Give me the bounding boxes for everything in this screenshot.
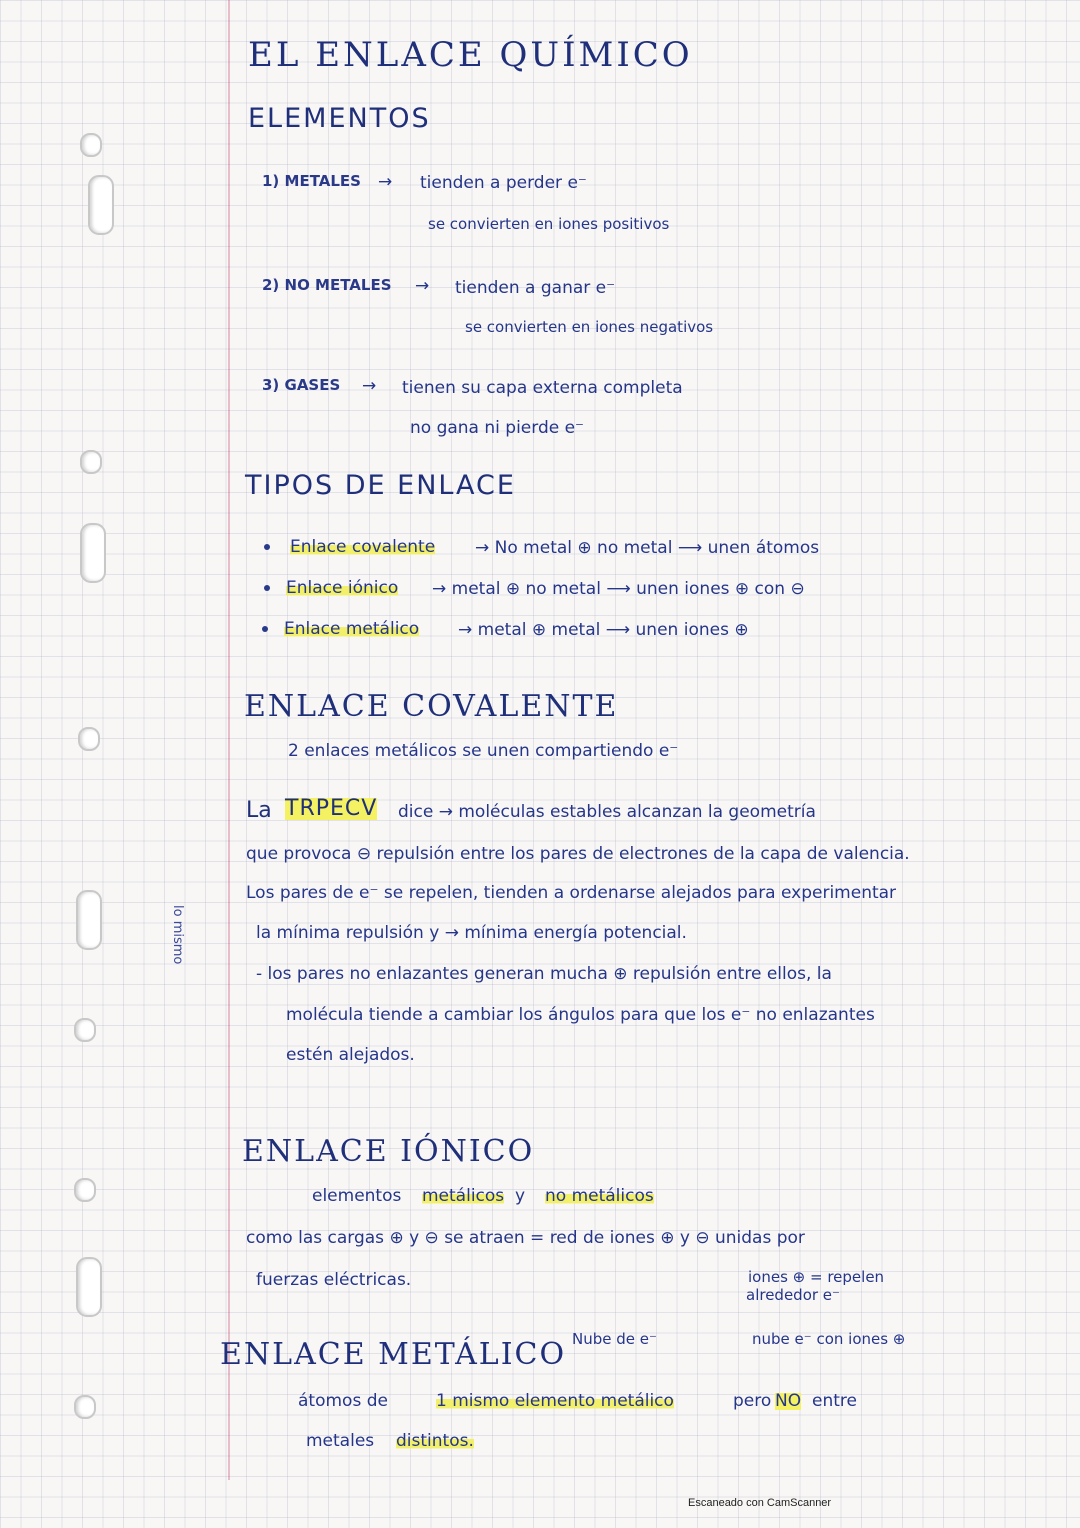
- covalente-p4: la mínima repulsión y → mínima energía potencial.: [256, 923, 687, 943]
- metalico-line1-d: NO: [775, 1391, 802, 1411]
- arrow-icon: →: [362, 376, 377, 396]
- trpecv-highlight: TRPECV: [285, 796, 378, 821]
- tipo-metalico-desc: → metal ⊕ metal ⟶ unen iones ⊕: [458, 620, 749, 640]
- metalico-line1-e: entre: [812, 1391, 857, 1411]
- covalente-p7: estén alejados.: [286, 1045, 415, 1065]
- binder-hole: [74, 1018, 96, 1042]
- covalente-p2: que provoca ⊖ repulsión entre los pares de electrones de la capa de valencia.: [246, 844, 910, 864]
- covalente-p6: molécula tiende a cambiar los ángulos para que los e⁻ no enlazantes: [286, 1005, 875, 1025]
- bullet-icon: [264, 585, 270, 591]
- bullet-icon: [264, 544, 270, 550]
- page-title: EL ENLACE QUÍMICO: [248, 35, 693, 75]
- section-heading-elementos: ELEMENTOS: [248, 103, 431, 134]
- ionico-line1-b: metálicos: [422, 1186, 505, 1206]
- margin-line: [228, 0, 230, 1480]
- tipo-covalente-name: Enlace covalente: [290, 537, 436, 557]
- covalente-p1: dice → moléculas estables alcanzan la geometría: [398, 802, 816, 822]
- gases-line2: no gana ni pierde e⁻: [410, 418, 585, 438]
- section-heading-covalente: ENLACE COVALENTE: [244, 689, 619, 724]
- covalente-p5: - los pares no enlazantes generan mucha ⊕ repulsión entre ellos, la: [256, 964, 832, 984]
- binder-hole: [88, 175, 114, 235]
- metalico-line2-a: metales: [306, 1431, 375, 1451]
- no-metales-line1: tienden a ganar e⁻: [455, 278, 616, 298]
- covalente-line1: 2 enlaces metálicos se unen compartiendo e⁻: [288, 741, 679, 761]
- metalico-line1-b: 1 mismo elemento metálico: [436, 1391, 674, 1411]
- metalico-line1-a: átomos de: [298, 1391, 388, 1411]
- binder-hole: [76, 890, 102, 950]
- side-note: lo mismo: [170, 905, 185, 965]
- binder-hole: [74, 1178, 96, 1202]
- covalente-p3: Los pares de e⁻ se repelen, tienden a ordenarse alejados para experimentar: [246, 883, 897, 903]
- section-heading-ionico: ENLACE IÓNICO: [242, 1134, 535, 1169]
- no-metales-label: 2) NO METALES: [262, 276, 392, 294]
- ionico-line1-d: no metálicos: [545, 1186, 654, 1206]
- binder-hole: [80, 450, 102, 474]
- ionico-note1: iones ⊕ = repelen: [748, 1268, 885, 1286]
- trpecv-prefix: La: [246, 798, 272, 823]
- arrow-icon: →: [415, 276, 430, 296]
- ionico-line2: como las cargas ⊕ y ⊖ se atraen = red de iones ⊕ y ⊖ unidas por: [246, 1228, 805, 1248]
- metalico-line1-c: pero: [733, 1391, 772, 1411]
- tipo-covalente-desc: → No metal ⊕ no metal ⟶ unen átomos: [475, 538, 820, 558]
- scanner-footer: Escaneado con CamScanner: [688, 1497, 832, 1509]
- tipo-metalico-name: Enlace metálico: [284, 619, 420, 639]
- metalico-line2-b: distintos.: [396, 1431, 474, 1451]
- gases-label: 3) GASES: [262, 376, 341, 394]
- metales-label: 1) METALES: [262, 172, 361, 190]
- tipo-ionico-desc: → metal ⊕ no metal ⟶ unen iones ⊕ con ⊖: [432, 579, 805, 599]
- ionico-note2: alrededor e⁻: [746, 1286, 840, 1304]
- bullet-icon: [262, 626, 268, 632]
- binder-hole: [80, 133, 102, 157]
- metalico-nube: Nube de e⁻: [572, 1330, 657, 1348]
- ionico-note3: nube e⁻ con iones ⊕: [752, 1330, 906, 1348]
- binder-hole: [76, 1257, 102, 1317]
- no-metales-line2: se convierten en iones negativos: [465, 318, 714, 336]
- metales-line1: tienden a perder e⁻: [420, 173, 587, 193]
- metales-line2: se convierten en iones positivos: [428, 215, 670, 233]
- section-heading-tipos: TIPOS DE ENLACE: [245, 470, 516, 501]
- ionico-line1-a: elementos: [312, 1186, 402, 1206]
- binder-hole: [78, 727, 100, 751]
- section-heading-metalico: ENLACE METÁLICO: [220, 1337, 567, 1372]
- arrow-icon: →: [378, 172, 393, 192]
- binder-hole: [80, 523, 106, 583]
- tipo-ionico-name: Enlace iónico: [286, 578, 399, 598]
- ionico-line3: fuerzas eléctricas.: [256, 1270, 412, 1290]
- gases-line1: tienen su capa externa completa: [402, 378, 683, 398]
- binder-hole: [74, 1395, 96, 1419]
- ionico-line1-c: y: [515, 1186, 526, 1206]
